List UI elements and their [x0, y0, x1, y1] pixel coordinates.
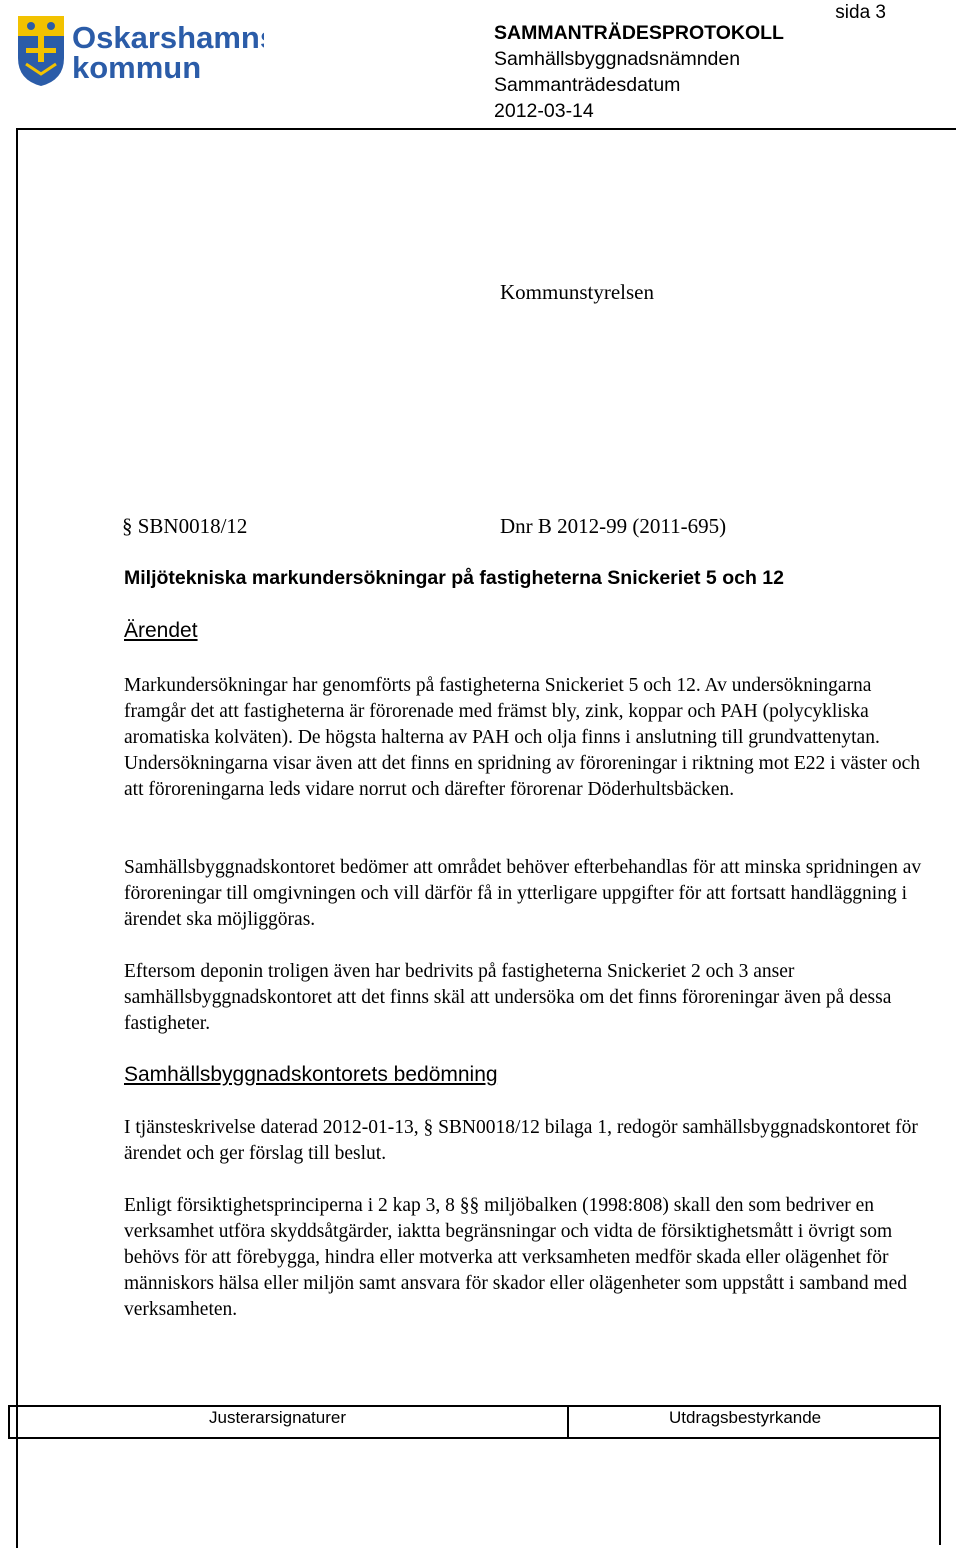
section-heading-bedomning: Samhällsbyggnadskontorets bedömning — [124, 1063, 498, 1086]
paragraph-assessment: Samhällsbyggnadskontoret bedömer att området behöver efterbehandlas för att minska spridningen av föroreningar till omgivningen och vill därför få in ytterligare uppgifter för att fortsatt handläggning i ärendet ska möjliggöras. — [124, 857, 922, 930]
paragraph-memo-reference: I tjänsteskrivelse daterad 2012-01-13, § SBN0018/12 bilaga 1, redogör samhällsbyggnadskontoret för ärendet och ger förslag till beslut. — [124, 1117, 918, 1164]
date-label: Sammanträdesdatum — [494, 74, 681, 96]
logo-text-line2: kommun — [72, 50, 202, 85]
recipient: Kommunstyrelsen — [500, 280, 654, 304]
header-rule — [16, 128, 956, 130]
page-number: sida 3 — [835, 2, 886, 23]
signatures-label: Justerarsignaturer — [209, 1408, 347, 1427]
paragraph-further-investigation: Eftersom deponin troligen även har bedrivits på fastigheterna Snickeriet 2 och 3 anser samhällsbyggnadskontoret att det finns skäl att undersöka om det finns föroreningar även på dessa fastigheter. — [124, 961, 892, 1034]
extract-certification-label: Utdragsbestyrkande — [669, 1408, 822, 1427]
board-name: Samhällsbyggnadsnämnden — [494, 48, 741, 70]
footer-rule-middle — [8, 1437, 940, 1439]
coat-of-arms-icon — [14, 12, 264, 88]
footer-divider-middle — [567, 1405, 569, 1438]
footer-rule-top — [8, 1405, 940, 1407]
left-margin-rule — [16, 128, 18, 1548]
footer-divider-left — [8, 1405, 10, 1438]
case-title: Miljötekniska markundersökningar på fastigheterna Snickeriet 5 och 12 — [124, 567, 784, 589]
case-number: § SBN0018/12 — [122, 514, 248, 538]
paragraph-precautionary-principle: Enligt försiktighetsprinciperna i 2 kap 3, 8 §§ miljöbalken (1998:808) skall den som bedriver en verksamhet utföra skyddsåtgärder, iaktta begränsningar och vidta de försiktighetsmått i övrigt som behövs för att förebygga, hindra eller motverka att verksamheten medför skada eller olägenhet för människors hälsa eller miljön samt ansvara för skador eller olägenheter som uppstått i samband med verksamheten. — [124, 1195, 908, 1320]
protocol-meta — [494, 20, 784, 124]
meeting-date: 2012-03-14 — [494, 100, 594, 122]
paragraph-background: Markundersökningar har genomförts på fastigheterna Snickeriet 5 och 12. Av undersökningarna framgår det att fastigheterna är förorenade med främst bly, zink, koppar och PAH (polycykliska aromatiska kolväten). De högsta halterna av PAH och olja finns i anslutning till grundvattenytan. Undersökningarna visar även att det finns en spridning av föroreningar i riktning mot E22 i väster och att föroreningarna leds vidare norrut och därefter förorenar Döderhultsbäcken. — [124, 675, 921, 800]
logo-text-line1: Oskarshamns — [72, 20, 264, 55]
dnr-number: Dnr B 2012-99 (2011-695) — [500, 514, 727, 538]
municipality-logo — [14, 12, 264, 88]
document-type: SAMMANTRÄDESPROTOKOLL — [494, 22, 784, 44]
footer-divider-right — [939, 1405, 941, 1545]
section-heading-arendet: Ärendet — [124, 619, 198, 642]
